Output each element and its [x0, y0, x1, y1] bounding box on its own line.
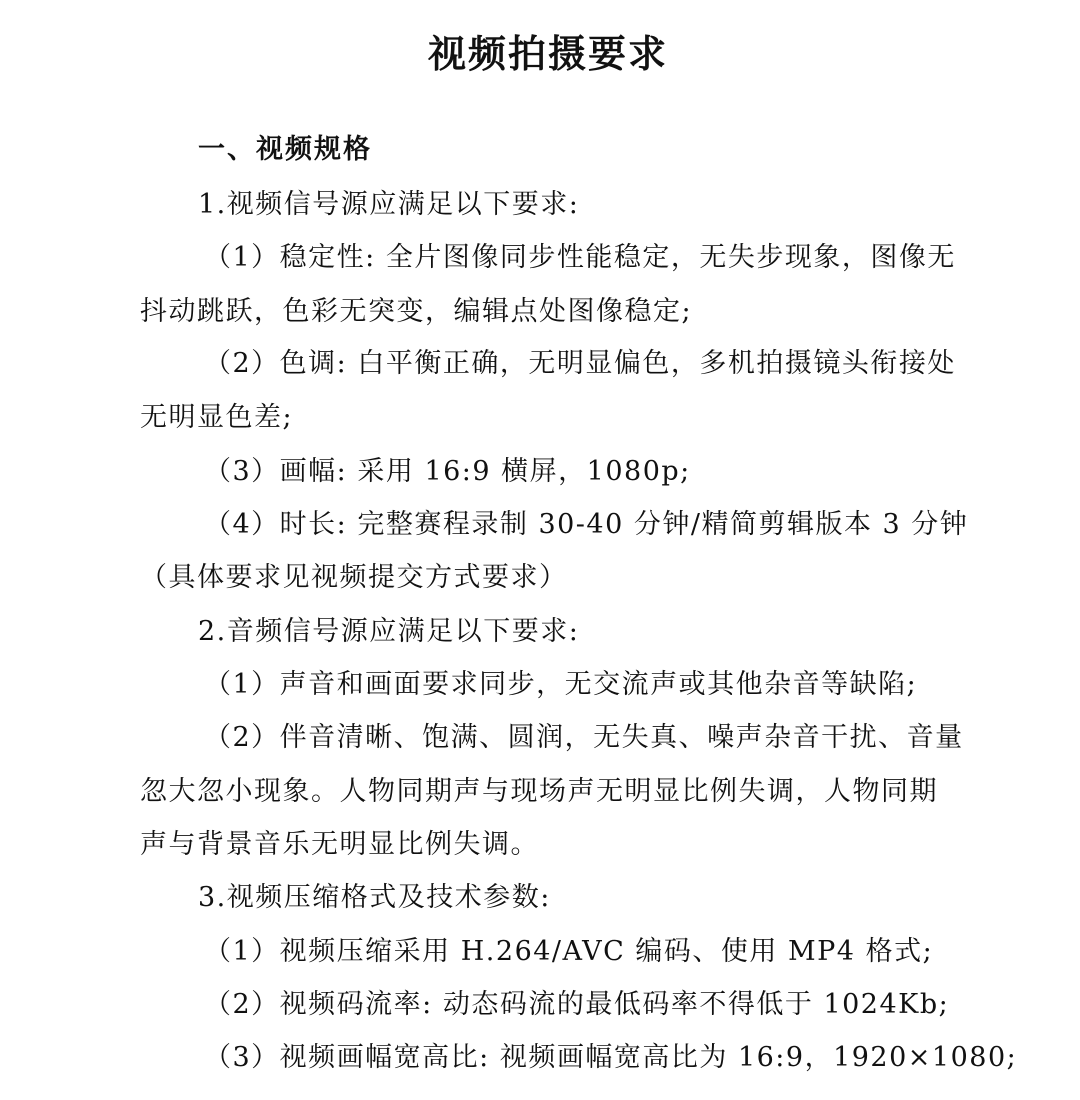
paragraph-line: （1）稳定性: 全片图像同步性能稳定，无失步现象，图像无 — [204, 242, 956, 273]
paragraph-line: 抖动跳跃，色彩无突变，编辑点处图像稳定; — [140, 296, 693, 327]
paragraph-line: （4）时长: 完整赛程录制 30-40 分钟/精简剪辑版本 3 分钟 — [204, 509, 969, 540]
paragraph-line: 无明显色差; — [140, 402, 294, 433]
subsection-video-signal: 1.视频信号源应满足以下要求: — [198, 189, 580, 220]
subsection-audio-signal: 2.音频信号源应满足以下要求: — [198, 616, 580, 647]
paragraph-line: （3）画幅: 采用 16:9 横屏，1080p; — [204, 456, 691, 487]
paragraph-line: （2）视频码流率: 动态码流的最低码率不得低于 1024Kb; — [204, 989, 950, 1020]
paragraph-line: （具体要求见视频提交方式要求） — [140, 562, 568, 593]
paragraph-line: （3）视频画幅宽高比: 视频画幅宽高比为 16:9，1920×1080; — [204, 1042, 1018, 1073]
paragraph-line: 声与背景音乐无明显比例失调。 — [140, 829, 539, 860]
paragraph-line: （1）声音和画面要求同步，无交流声或其他杂音等缺陷; — [204, 669, 918, 700]
paragraph-line: 忽大忽小现象。人物同期声与现场声无明显比例失调，人物同期 — [140, 776, 938, 807]
document-title: 视频拍摄要求 — [427, 31, 668, 76]
paragraph-line: （2）色调: 白平衡正确，无明显偏色，多机拍摄镜头衔接处 — [204, 348, 956, 379]
section-heading-video-spec: 一、视频规格 — [198, 134, 372, 165]
paragraph-line: （1）视频压缩采用 H.264/AVC 编码、使用 MP4 格式; — [204, 936, 934, 967]
subsection-compression-format: 3.视频压缩格式及技术参数: — [198, 882, 551, 913]
paragraph-line: （2）伴音清晰、饱满、圆润，无失真、噪声杂音干扰、音量 — [204, 722, 964, 753]
